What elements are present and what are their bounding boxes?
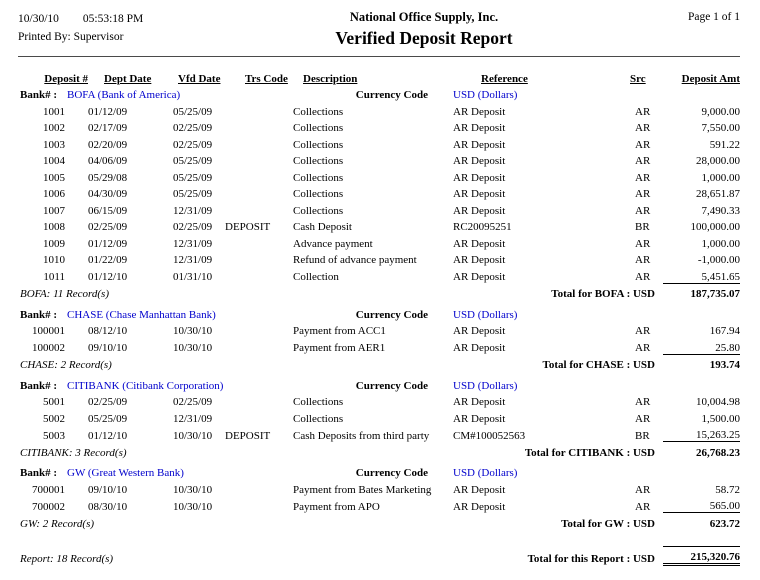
col-header-trs-code: Trs Code <box>245 72 288 85</box>
bank-header-row <box>18 375 740 392</box>
bank-number-label: Bank# : <box>20 308 57 321</box>
source-code: AR <box>635 325 651 337</box>
verified-date: 01/31/10 <box>173 271 213 283</box>
table-header <box>18 68 740 85</box>
source-code: AR <box>635 138 651 151</box>
deposit-amount: 591.22 <box>709 138 740 151</box>
trs-code <box>225 321 293 338</box>
bank-number-label: Bank# : <box>20 89 57 101</box>
deposit-date: 02/25/09 <box>88 221 128 233</box>
currency-code-value: USD (Dollars) <box>453 89 518 101</box>
reference: AR Deposit <box>453 105 506 118</box>
page-number: Page 1 of 1 <box>687 11 740 23</box>
bank-name: CITIBANK (Citibank Corporation) <box>67 379 224 392</box>
verified-date: 02/25/09 <box>173 396 213 408</box>
description: Collections <box>293 412 344 425</box>
trs-code: DEPOSIT <box>225 221 271 233</box>
deposit-amount: 58.72 <box>715 483 740 496</box>
footer-spacer <box>18 534 740 547</box>
deposit-amount: 1,000.00 <box>701 171 740 184</box>
section-total-amount: 193.74 <box>663 354 740 371</box>
trs-code <box>225 479 293 496</box>
verified-date: 10/30/10 <box>173 483 213 496</box>
reference: AR Deposit <box>453 342 506 354</box>
currency-code-label: Currency Code <box>355 467 428 479</box>
currency-code-label: Currency Code <box>355 308 428 321</box>
source-code: AR <box>635 171 651 184</box>
source-code: AR <box>635 204 651 217</box>
deposit-row <box>18 134 740 151</box>
print-info <box>18 10 203 47</box>
col-header-deposit-no: Deposit # <box>44 72 88 85</box>
col-header-dept-date: Dept Date <box>104 72 152 85</box>
reference: AR Deposit <box>453 254 506 266</box>
deposit-row <box>18 250 740 267</box>
deposit-number: 1009 <box>43 237 65 250</box>
deposit-amount: 100,000.00 <box>690 221 740 233</box>
trs-code <box>225 101 293 118</box>
description: Collections <box>293 138 344 151</box>
section-total-amount: 623.72 <box>663 513 740 530</box>
source-code: AR <box>635 105 651 118</box>
source-code: AR <box>635 500 651 513</box>
deposit-number: 1007 <box>43 204 65 217</box>
verified-date: 12/31/09 <box>173 204 213 217</box>
report-total-row <box>18 546 740 565</box>
bank-name: CHASE (Chase Manhattan Bank) <box>67 308 216 321</box>
description: Collections <box>293 122 344 134</box>
verified-date: 02/25/09 <box>173 221 213 233</box>
reference: AR Deposit <box>453 237 506 250</box>
deposit-number: 1002 <box>43 122 65 134</box>
bank-header-row <box>18 85 740 102</box>
reference: AR Deposit <box>453 500 506 513</box>
reference: AR Deposit <box>453 171 506 184</box>
verified-date: 05/25/09 <box>173 188 213 200</box>
deposit-row <box>18 408 740 425</box>
bank-name: GW (Great Western Bank) <box>67 467 184 479</box>
reference: AR Deposit <box>453 138 506 151</box>
description: Collection <box>293 271 339 283</box>
verified-date: 10/30/10 <box>173 500 213 513</box>
verified-date: 10/30/10 <box>173 429 213 442</box>
bank-cell <box>18 304 293 321</box>
deposit-number: 700001 <box>32 483 65 496</box>
deposit-number: 5003 <box>43 429 65 442</box>
section-total-row <box>18 442 740 459</box>
deposit-row <box>18 266 740 283</box>
section-total-label: Total for GW : USD <box>561 517 655 530</box>
trs-code <box>225 408 293 425</box>
deposit-date: 02/17/09 <box>88 122 128 134</box>
trs-code: DEPOSIT <box>225 429 271 442</box>
deposit-amount: -1,000.00 <box>697 254 740 266</box>
trs-code <box>225 134 293 151</box>
deposit-amount: 1,500.00 <box>701 412 740 425</box>
section-total-amount: 187,735.07 <box>663 283 740 300</box>
col-header-vfd-date: Vfd Date <box>178 72 221 85</box>
verified-date: 10/30/10 <box>173 325 213 337</box>
verified-date: 12/31/09 <box>173 412 213 425</box>
deposit-number: 1006 <box>43 188 65 200</box>
description: Collections <box>293 155 344 167</box>
trs-code <box>225 496 293 513</box>
reference: AR Deposit <box>453 325 506 337</box>
reference: AR Deposit <box>453 271 506 283</box>
printed-by: Printed By: Supervisor <box>18 31 124 44</box>
col-header-reference: Reference <box>481 72 528 85</box>
report-total-amount: 215,320.76 <box>663 546 740 565</box>
reference: AR Deposit <box>453 155 506 167</box>
deposit-amount: 1,000.00 <box>701 237 740 250</box>
deposit-row <box>18 118 740 135</box>
section-total-row <box>18 354 740 371</box>
company-name: National Office Supply, Inc. <box>349 10 499 24</box>
description: Collections <box>293 204 344 217</box>
description: Payment from Bates Marketing <box>293 483 432 496</box>
section-total-label: Total for CITIBANK : USD <box>524 446 655 459</box>
description: Collections <box>293 105 344 118</box>
description: Payment from ACC1 <box>293 325 386 337</box>
deposit-amount: 9,000.00 <box>701 105 740 118</box>
reference: AR Deposit <box>453 483 506 496</box>
deposit-date: 02/20/09 <box>88 138 128 151</box>
verified-date: 10/30/10 <box>173 342 213 354</box>
deposit-date: 04/30/09 <box>88 188 128 200</box>
reference: AR Deposit <box>453 122 506 134</box>
deposit-amount: 167.94 <box>709 325 740 337</box>
verified-date: 12/31/09 <box>173 237 213 250</box>
bank-header-row <box>18 304 740 321</box>
currency-code-value: USD (Dollars) <box>453 308 518 321</box>
report-total-label: Total for this Report : USD <box>527 552 655 565</box>
section-total-amount: 26,768.23 <box>663 442 740 459</box>
verified-date: 05/25/09 <box>173 105 213 118</box>
print-time: 05:53:18 PM <box>82 13 144 25</box>
section-record-count: GW: 2 Record(s) <box>20 517 95 530</box>
col-header-src: Src <box>630 72 646 85</box>
reference: AR Deposit <box>453 396 506 408</box>
deposit-row <box>18 425 740 442</box>
deposit-date: 08/12/10 <box>88 325 128 337</box>
deposit-row <box>18 184 740 201</box>
trs-code <box>225 337 293 354</box>
deposit-number: 1010 <box>43 254 65 266</box>
deposit-amount: 5,451.65 <box>701 270 740 283</box>
source-code: AR <box>635 271 651 283</box>
bank-number-label: Bank# : <box>20 467 57 479</box>
description: Advance payment <box>293 237 373 250</box>
deposit-row <box>18 200 740 217</box>
description: Collections <box>293 188 344 200</box>
currency-code-label: Currency Code <box>355 379 428 392</box>
verified-date: 02/25/09 <box>173 122 213 134</box>
description: Collections <box>293 171 344 184</box>
deposit-date: 09/10/10 <box>88 342 128 354</box>
deposit-amount: 25.80 <box>715 341 740 354</box>
bank-cell <box>18 85 293 102</box>
currency-code-value: USD (Dollars) <box>453 379 518 392</box>
source-code: AR <box>635 396 651 408</box>
deposit-amount: 7,490.33 <box>701 204 740 217</box>
deposit-amount: 15,263.25 <box>696 429 740 441</box>
section-total-row <box>18 283 740 300</box>
deposit-date: 05/29/08 <box>88 171 128 184</box>
trs-code <box>225 151 293 168</box>
report-footer <box>18 534 740 565</box>
bank-cell <box>18 463 293 480</box>
trs-code <box>225 118 293 135</box>
bank-cell <box>18 375 293 392</box>
source-code: BR <box>635 221 650 233</box>
reference: CM#100052563 <box>453 429 526 442</box>
column-header-row <box>18 68 740 85</box>
deposit-date: 06/15/09 <box>88 204 128 217</box>
currency-code-label: Currency Code <box>355 89 428 101</box>
deposit-number: 1003 <box>43 138 65 151</box>
deposit-row <box>18 392 740 409</box>
report-record-count: Report: 18 Record(s) <box>20 552 114 565</box>
deposit-date: 05/25/09 <box>88 412 128 425</box>
table-body <box>18 85 740 534</box>
deposit-date: 01/12/09 <box>88 105 128 118</box>
source-code: AR <box>635 412 651 425</box>
report-title: Verified Deposit Report <box>335 28 513 48</box>
deposit-number: 100001 <box>32 325 65 337</box>
reference: AR Deposit <box>453 412 506 425</box>
source-code: AR <box>635 122 651 134</box>
currency-code-value: USD (Dollars) <box>453 467 518 479</box>
source-code: AR <box>635 254 651 266</box>
source-code: AR <box>635 483 651 496</box>
deposit-row <box>18 337 740 354</box>
deposit-row <box>18 151 740 168</box>
verified-date: 05/25/09 <box>173 155 213 167</box>
deposit-amount: 28,000.00 <box>696 155 740 167</box>
bank-name: BOFA (Bank of America) <box>67 89 181 101</box>
deposit-number: 1008 <box>43 221 65 233</box>
description: Collections <box>293 396 344 408</box>
source-code: BR <box>635 429 650 442</box>
description: Refund of advance payment <box>293 254 417 266</box>
deposit-row <box>18 217 740 234</box>
verified-date: 12/31/09 <box>173 254 213 266</box>
trs-code <box>225 200 293 217</box>
header-rule <box>18 56 740 57</box>
deposit-number: 1011 <box>43 271 65 283</box>
deposit-number: 1004 <box>43 155 65 167</box>
deposit-row <box>18 321 740 338</box>
deposit-number: 700002 <box>32 500 65 513</box>
deposit-date: 04/06/09 <box>88 155 128 167</box>
reference: AR Deposit <box>453 204 506 217</box>
bank-header-row <box>18 463 740 480</box>
deposit-table <box>18 68 740 566</box>
trs-code <box>225 233 293 250</box>
col-header-description: Description <box>303 72 358 85</box>
deposit-number: 1001 <box>43 105 65 118</box>
report-header <box>18 10 740 49</box>
bank-number-label: Bank# : <box>20 379 57 392</box>
reference: RC20095251 <box>453 221 512 233</box>
description: Payment from AER1 <box>293 342 386 354</box>
section-total-label: Total for CHASE : USD <box>542 359 655 371</box>
deposit-date: 01/12/10 <box>88 429 128 442</box>
deposit-date: 01/12/10 <box>88 271 128 283</box>
trs-code <box>225 392 293 409</box>
deposit-row <box>18 167 740 184</box>
deposit-date: 08/30/10 <box>88 500 128 513</box>
deposit-number: 100002 <box>32 342 65 354</box>
deposit-amount: 10,004.98 <box>696 396 740 408</box>
section-total-row <box>18 513 740 530</box>
deposit-date: 01/12/09 <box>88 237 128 250</box>
deposit-date: 09/10/10 <box>88 483 128 496</box>
deposit-number: 5001 <box>43 396 65 408</box>
deposit-row <box>18 101 740 118</box>
deposit-date: 02/25/09 <box>88 396 128 408</box>
description: Payment from APO <box>293 500 380 513</box>
source-code: AR <box>635 188 651 200</box>
section-record-count: BOFA: 11 Record(s) <box>20 288 109 300</box>
deposit-row <box>18 496 740 513</box>
verified-date: 05/25/09 <box>173 171 213 184</box>
trs-code <box>225 167 293 184</box>
verified-date: 02/25/09 <box>173 138 213 151</box>
trs-code <box>225 184 293 201</box>
section-record-count: CITIBANK: 3 Record(s) <box>20 446 127 459</box>
print-date: 10/30/10 <box>18 13 59 25</box>
deposit-number: 1005 <box>43 171 65 184</box>
deposit-row <box>18 233 740 250</box>
description: Cash Deposit <box>293 221 352 233</box>
trs-code <box>225 266 293 283</box>
deposit-row <box>18 479 740 496</box>
print-datetime <box>18 10 203 28</box>
description: Cash Deposits from third party <box>293 429 430 442</box>
deposit-amount: 7,550.00 <box>701 122 740 134</box>
deposit-number: 5002 <box>43 412 65 425</box>
section-record-count: CHASE: 2 Record(s) <box>20 359 112 371</box>
reference: AR Deposit <box>453 188 506 200</box>
source-code: AR <box>635 155 651 167</box>
section-total-label: Total for BOFA : USD <box>551 288 655 300</box>
header-center <box>203 10 645 49</box>
source-code: AR <box>635 342 651 354</box>
deposit-date: 01/22/09 <box>88 254 128 266</box>
source-code: AR <box>635 237 651 250</box>
col-header-deposit-amt: Deposit Amt <box>681 72 740 85</box>
trs-code <box>225 250 293 267</box>
deposit-amount: 28,651.87 <box>696 188 740 200</box>
deposit-amount: 565.00 <box>709 500 740 512</box>
